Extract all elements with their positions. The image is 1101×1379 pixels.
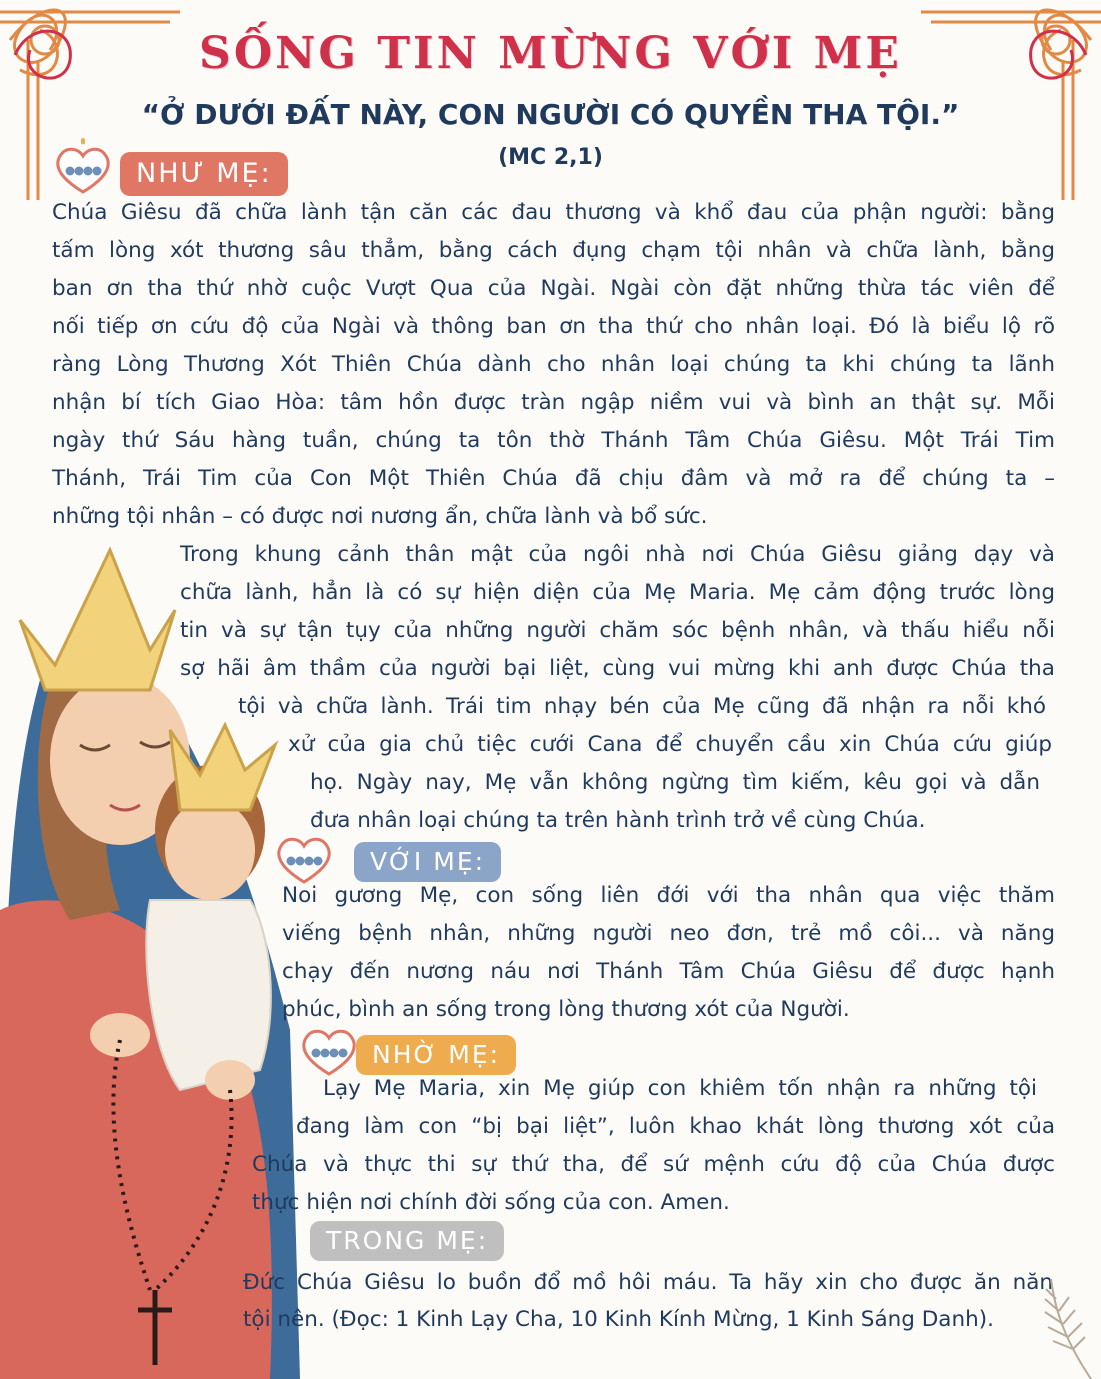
text-line: chạy đến nương náu nơi Thánh Tâm Chúa Giêsu để được hạnh bbox=[282, 959, 1055, 984]
text-line: đưa nhân loại chúng ta trên hành trình trở về cùng Chúa. bbox=[310, 808, 926, 833]
text-line: Trong khung cảnh thân mật của ngôi nhà nơi Chúa Giêsu giảng dạy và bbox=[180, 542, 1055, 567]
text-line: đang làm con “bị bại liệt”, luôn khao khát lòng thương xót của bbox=[296, 1114, 1055, 1139]
trong-me-paragraph bbox=[243, 1264, 1053, 1338]
text-line: tội và chữa lành. Trái tim nhạy bén của Mẹ cũng đã nhận ra nỗi khó bbox=[238, 694, 1046, 719]
nhu-me-paragraph-2 bbox=[0, 536, 1101, 840]
nhu-me-paragraph-1 bbox=[52, 194, 1055, 536]
nho-me-paragraph bbox=[0, 1070, 1101, 1222]
page-title: SỐNG TIN MỪNG VỚI MẸ bbox=[199, 28, 902, 79]
text-line: sợ hãi âm thầm của người bại liệt, cùng vui mừng khi anh được Chúa tha bbox=[180, 656, 1055, 681]
text-line: Chúa Giêsu đã chữa lành tận căn các đau thương và khổ đau của phận người: bằng bbox=[52, 200, 1055, 225]
text-line: phúc, bình an sống trong lòng thương xót của Người. bbox=[282, 997, 850, 1022]
text-line: tin và sự tận tụy của những người chăm sóc bệnh nhân, và thấu hiểu nỗi bbox=[180, 618, 1055, 643]
page-subtitle: “Ở DƯỚI ĐẤT NÀY, CON NGƯỜI CÓ QUYỀN THA TỘI.” bbox=[141, 98, 960, 131]
text-line: Đức Chúa Giêsu lo buồn đổ mồ hôi máu. Ta hãy xin cho được ăn năn bbox=[243, 1270, 1053, 1295]
voi-me-paragraph bbox=[282, 877, 1055, 1029]
text-line: Noi gương Mẹ, con sống liên đới với tha nhân qua việc thăm bbox=[282, 883, 1055, 908]
text-line: những tội nhân – có được nơi nương ẩn, chữa lành và bổ sức. bbox=[52, 504, 708, 529]
text-line: họ. Ngày nay, Mẹ vẫn không ngừng tìm kiếm, kêu gọi và dẫn bbox=[310, 770, 1040, 795]
text-line: Lạy Mẹ Maria, xin Mẹ giúp con khiêm tốn nhận ra những tội bbox=[323, 1076, 1037, 1101]
text-line: nhận bí tích Giao Hòa: tâm hồn được tràn ngập niềm vui và bình an thật sự. Mỗi bbox=[52, 390, 1055, 415]
text-line: Chúa và thực thi sự thứ tha, để sứ mệnh cứu độ của Chúa được bbox=[252, 1152, 1055, 1177]
text-line: nối tiếp ơn cứu độ của Ngài và thông ban ơn tha thứ cho nhân loại. Đó là biểu lộ rõ bbox=[52, 314, 1055, 339]
text-line: Thánh, Trái Tim của Con Một Thiên Chúa đã chịu đâm và mở ra để chúng ta – bbox=[52, 466, 1055, 491]
scripture-reference: (MC 2,1) bbox=[498, 145, 603, 170]
palm-leaf-icon bbox=[1011, 1279, 1101, 1379]
section-tag-trong-me: TRONG MẸ: bbox=[310, 1221, 504, 1261]
section-tag-nhu-me: NHƯ MẸ: bbox=[120, 152, 288, 196]
text-line: xử của gia chủ tiệc cưới Cana để chuyển cầu xin Chúa cứu giúp bbox=[288, 732, 1052, 757]
text-line: ban ơn tha thứ nhờ cuộc Vượt Qua của Ngài. Ngài còn đặt những thừa tác viên để bbox=[52, 276, 1055, 301]
text-line: chữa lành, hẳn là có sự hiện diện của Mẹ Maria. Mẹ cảm động trước lòng bbox=[180, 580, 1055, 605]
text-line: ràng Lòng Thương Xót Thiên Chúa dành cho nhân loại chúng ta khi chúng ta lãnh bbox=[52, 352, 1055, 377]
section-tag-voi-me: VỚI MẸ: bbox=[354, 842, 501, 882]
sacred-heart-icon bbox=[52, 138, 114, 196]
text-line: ngày thứ Sáu hàng tuần, chúng ta tôn thờ Thánh Tâm Chúa Giêsu. Một Trái Tim bbox=[52, 428, 1055, 453]
text-line: thực hiện nơi chính đời sống của con. Amen. bbox=[252, 1190, 730, 1215]
text-line: tấm lòng xót thương sâu thẳm, bằng cách đụng chạm tội nhân và chữa lành, bằng bbox=[52, 238, 1055, 263]
text-line: viếng bệnh nhân, những người neo đơn, trẻ mồ côi... và năng bbox=[282, 921, 1055, 946]
text-line: tội nên. (Đọc: 1 Kinh Lạy Cha, 10 Kinh Kính Mừng, 1 Kinh Sáng Danh). bbox=[243, 1307, 994, 1332]
section-tag-nho-me: NHỜ MẸ: bbox=[356, 1035, 516, 1075]
